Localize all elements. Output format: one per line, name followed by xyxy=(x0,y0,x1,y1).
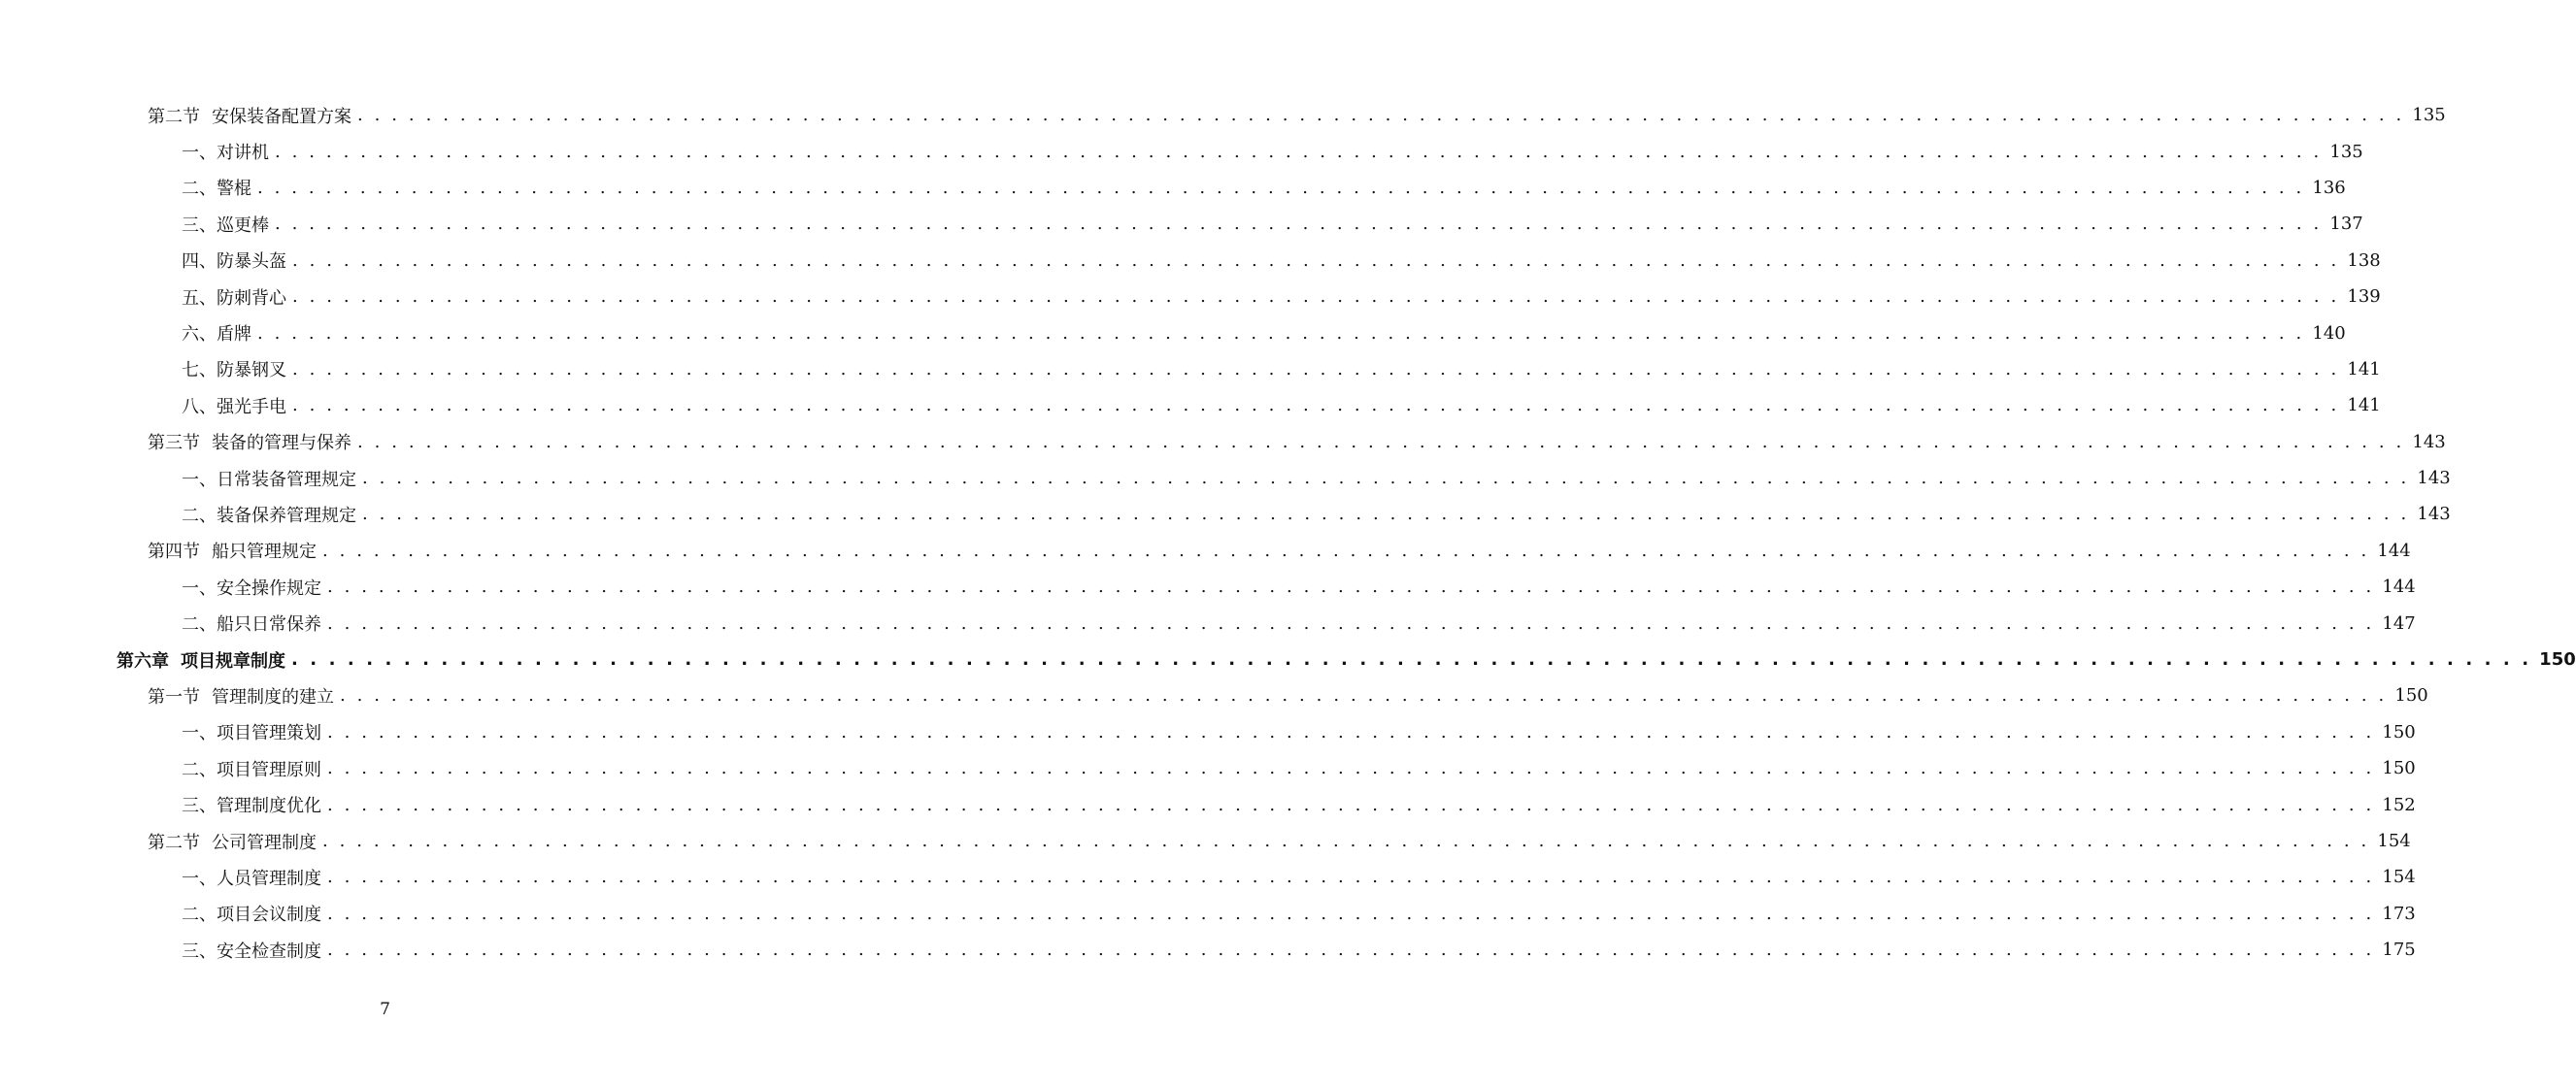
dot-leader: . . . . . . . . . . . . . . . . . . . . . . . . . . . . . . . . . . . . . . . . . . . . . . . . . . . . . . . . . . . . . . . . . . . . . . . . . . . . . . . . . . . . . . . . . . . . . . . . . . . . . . . . . . . . . . . . . . . . . . . . xyxy=(292,395,2340,416)
toc-entry xyxy=(0,896,2416,932)
toc-entry-text: 公司管理制度 xyxy=(212,832,317,853)
dot-leader: . . . . . . . . . . . . . . . . . . . . . . . . . . . . . . . . . . . . . . . . . . . . . . . . . . . . . . . . . . . . . . . . . . . . . . . . . . . . . . . . . . . . . . . . . . . . . . . . . . . . . . . . . . . . . . . . . . . . . . . . xyxy=(340,685,2388,707)
toc-entry-text: 安保装备配置方案 xyxy=(212,106,351,127)
dot-leader: . . . . . . . . . . . . . . . . . . . . . . . . . . . . . . . . . . . . . . . . . . . . . . . . . . . . . . . . . . . . . . . . . . . . . . . . . . . . . . . . . . . . . . . . . . . . . . . . . . . . . . . . . . . . . . . . . . . . . . . . xyxy=(275,141,2323,162)
toc-entry xyxy=(0,496,2451,532)
toc-entry-text: 三、巡更棒 xyxy=(182,214,269,236)
toc-entry xyxy=(0,859,2416,895)
toc-entry-text: 三、安全检查制度 xyxy=(182,940,321,962)
toc-entry xyxy=(0,206,2363,242)
toc-entry-page: 143 xyxy=(2417,468,2451,489)
toc-entry-page: 135 xyxy=(2412,105,2446,126)
toc-entry-text: 二、项目管理原则 xyxy=(182,759,321,780)
toc-entry-title xyxy=(182,466,356,491)
dot-leader: . . . . . . . . . . . . . . . . . . . . . . . . . . . . . . . . . . . . . . . . . . . . . . . . . . . . . . . . . . . . . . . . . . . . . . . . . . . . . . . . . . . . . . . . . . . . . . . . . . . . . . . . . . . . . . . . . . . . . . . . xyxy=(291,649,2532,671)
toc-entry-page: 143 xyxy=(2412,431,2446,452)
toc-entry-page: 150 xyxy=(2382,721,2416,742)
toc-entry-text: 管理制度的建立 xyxy=(212,686,334,708)
dot-leader: . . . . . . . . . . . . . . . . . . . . . . . . . . . . . . . . . . . . . . . . . . . . . . . . . . . . . . . . . . . . . . . . . . . . . . . . . . . . . . . . . . . . . . . . . . . . . . . . . . . . . . . . . . . . . . . . . . . . . . . . xyxy=(327,794,2375,815)
dot-leader: . . . . . . . . . . . . . . . . . . . . . . . . . . . . . . . . . . . . . . . . . . . . . . . . . . . . . . . . . . . . . . . . . . . . . . . . . . . . . . . . . . . . . . . . . . . . . . . . . . . . . . . . . . . . . . . . . . . . . . . . xyxy=(257,322,2305,344)
dot-leader: . . . . . . . . . . . . . . . . . . . . . . . . . . . . . . . . . . . . . . . . . . . . . . . . . . . . . . . . . . . . . . . . . . . . . . . . . . . . . . . . . . . . . . . . . . . . . . . . . . . . . . . . . . . . . . . . . . . . . . . . xyxy=(327,903,2375,924)
toc-entry-title xyxy=(182,756,321,781)
toc-entry-page: 141 xyxy=(2347,358,2381,380)
toc-entry-text: 六、盾牌 xyxy=(182,324,251,346)
toc-entry-title xyxy=(182,719,321,744)
toc-entry-title xyxy=(148,103,351,128)
toc-entry-text: 一、项目管理策划 xyxy=(182,723,321,744)
toc-entry xyxy=(0,786,2416,822)
toc-entry-page: 141 xyxy=(2347,395,2381,416)
page-number: 7 xyxy=(380,1000,390,1019)
toc-entry-title xyxy=(182,284,286,310)
toc-entry-page: 150 xyxy=(2539,649,2576,671)
toc-entry-page: 140 xyxy=(2312,322,2346,344)
toc-entry-page: 135 xyxy=(2329,141,2363,162)
toc-entry xyxy=(0,460,2451,496)
toc-entry xyxy=(0,533,2411,569)
toc-entry-text: 一、安全操作规定 xyxy=(182,578,321,599)
toc-entry-label: 第三节 xyxy=(148,433,200,454)
toc-entry xyxy=(0,351,2381,387)
toc-entry xyxy=(0,424,2446,460)
dot-leader: . . . . . . . . . . . . . . . . . . . . . . . . . . . . . . . . . . . . . . . . . . . . . . . . . . . . . . . . . . . . . . . . . . . . . . . . . . . . . . . . . . . . . . . . . . . . . . . . . . . . . . . . . . . . . . . . . . . . . . . . xyxy=(275,214,2323,235)
toc-entry-page: 144 xyxy=(2382,577,2416,598)
toc-entry-title xyxy=(182,865,321,890)
toc-entry xyxy=(0,750,2416,786)
toc-entry-label: 第二节 xyxy=(148,106,200,127)
dot-leader: . . . . . . . . . . . . . . . . . . . . . . . . . . . . . . . . . . . . . . . . . . . . . . . . . . . . . . . . . . . . . . . . . . . . . . . . . . . . . . . . . . . . . . . . . . . . . . . . . . . . . . . . . . . . . . . . . . . . . . . . xyxy=(292,286,2340,308)
toc-entry xyxy=(0,642,2576,677)
toc-entry xyxy=(0,714,2416,750)
toc-entry-page: 147 xyxy=(2382,612,2416,634)
dot-leader: . . . . . . . . . . . . . . . . . . . . . . . . . . . . . . . . . . . . . . . . . . . . . . . . . . . . . . . . . . . . . . . . . . . . . . . . . . . . . . . . . . . . . . . . . . . . . . . . . . . . . . . . . . . . . . . . . . . . . . . . xyxy=(292,249,2340,271)
toc-entry-text: 二、船只日常保养 xyxy=(182,614,321,636)
toc-entry-page: 152 xyxy=(2382,794,2416,815)
toc-entry-label: 第六章 xyxy=(117,650,169,672)
toc-entry-title xyxy=(182,502,356,527)
dot-leader: . . . . . . . . . . . . . . . . . . . . . . . . . . . . . . . . . . . . . . . . . . . . . . . . . . . . . . . . . . . . . . . . . . . . . . . . . . . . . . . . . . . . . . . . . . . . . . . . . . . . . . . . . . . . . . . . . . . . . . . . xyxy=(327,721,2375,742)
toc-entry xyxy=(0,932,2416,968)
toc-entry-page: 154 xyxy=(2377,831,2411,851)
dot-leader: . . . . . . . . . . . . . . . . . . . . . . . . . . . . . . . . . . . . . . . . . . . . . . . . . . . . . . . . . . . . . . . . . . . . . . . . . . . . . . . . . . . . . . . . . . . . . . . . . . . . . . . . . . . . . . . . . . . . . . . . xyxy=(362,468,2410,489)
dot-leader: . . . . . . . . . . . . . . . . . . . . . . . . . . . . . . . . . . . . . . . . . . . . . . . . . . . . . . . . . . . . . . . . . . . . . . . . . . . . . . . . . . . . . . . . . . . . . . . . . . . . . . . . . . . . . . . . . . . . . . . . xyxy=(357,105,2405,126)
dot-leader: . . . . . . . . . . . . . . . . . . . . . . . . . . . . . . . . . . . . . . . . . . . . . . . . . . . . . . . . . . . . . . . . . . . . . . . . . . . . . . . . . . . . . . . . . . . . . . . . . . . . . . . . . . . . . . . . . . . . . . . . xyxy=(257,177,2305,198)
toc-entry-text: 三、管理制度优化 xyxy=(182,796,321,817)
toc-entry-title xyxy=(148,683,334,709)
toc-entry-page: 144 xyxy=(2377,540,2411,561)
toc-entry-text: 四、防暴头盔 xyxy=(182,251,286,273)
dot-leader: . . . . . . . . . . . . . . . . . . . . . . . . . . . . . . . . . . . . . . . . . . . . . . . . . . . . . . . . . . . . . . . . . . . . . . . . . . . . . . . . . . . . . . . . . . . . . . . . . . . . . . . . . . . . . . . . . . . . . . . . xyxy=(322,540,2370,561)
toc-entry-title xyxy=(182,393,286,418)
toc-entry-title xyxy=(182,938,321,963)
toc-entry-text: 船只管理规定 xyxy=(212,542,317,563)
dot-leader: . . . . . . . . . . . . . . . . . . . . . . . . . . . . . . . . . . . . . . . . . . . . . . . . . . . . . . . . . . . . . . . . . . . . . . . . . . . . . . . . . . . . . . . . . . . . . . . . . . . . . . . . . . . . . . . . . . . . . . . . xyxy=(327,577,2375,598)
toc-entry xyxy=(0,243,2381,279)
toc-entry-text: 项目规章制度 xyxy=(181,650,285,672)
toc-entry-title xyxy=(182,901,321,926)
toc-entry-title xyxy=(182,610,321,636)
toc-entry-text: 一、对讲机 xyxy=(182,143,269,164)
toc-entry xyxy=(0,170,2346,206)
toc-entry-page: 137 xyxy=(2329,214,2363,235)
toc-entry-text: 二、项目会议制度 xyxy=(182,905,321,926)
dot-leader: . . . . . . . . . . . . . . . . . . . . . . . . . . . . . . . . . . . . . . . . . . . . . . . . . . . . . . . . . . . . . . . . . . . . . . . . . . . . . . . . . . . . . . . . . . . . . . . . . . . . . . . . . . . . . . . . . . . . . . . . xyxy=(292,358,2340,380)
toc-entry-title xyxy=(182,248,286,273)
toc-entry-title xyxy=(182,175,251,200)
toc-entry-text: 装备的管理与保养 xyxy=(212,433,351,454)
toc-entry-title xyxy=(182,356,286,381)
toc-entry xyxy=(0,133,2363,169)
toc-entry-text: 八、强光手电 xyxy=(182,396,286,417)
toc-entry xyxy=(0,97,2446,133)
toc-entry-page: 154 xyxy=(2382,867,2416,888)
toc-entry-label: 第一节 xyxy=(148,686,200,708)
toc-entry-title xyxy=(117,647,285,673)
toc-entry-label: 第二节 xyxy=(148,832,200,853)
toc-entry-title xyxy=(148,829,317,854)
toc-entry-title xyxy=(148,538,317,563)
toc-entry-page: 136 xyxy=(2312,177,2346,198)
toc-entry-title xyxy=(182,139,269,164)
toc-entry xyxy=(0,823,2411,859)
toc-entry-text: 二、装备保养管理规定 xyxy=(182,505,356,526)
toc-entry-title xyxy=(182,320,251,346)
dot-leader: . . . . . . . . . . . . . . . . . . . . . . . . . . . . . . . . . . . . . . . . . . . . . . . . . . . . . . . . . . . . . . . . . . . . . . . . . . . . . . . . . . . . . . . . . . . . . . . . . . . . . . . . . . . . . . . . . . . . . . . . xyxy=(327,758,2375,779)
toc-entry xyxy=(0,569,2416,605)
dot-leader: . . . . . . . . . . . . . . . . . . . . . . . . . . . . . . . . . . . . . . . . . . . . . . . . . . . . . . . . . . . . . . . . . . . . . . . . . . . . . . . . . . . . . . . . . . . . . . . . . . . . . . . . . . . . . . . . . . . . . . . . xyxy=(322,831,2370,851)
toc-entry-text: 一、人员管理制度 xyxy=(182,868,321,889)
toc-entry-label: 第四节 xyxy=(148,542,200,563)
dot-leader: . . . . . . . . . . . . . . . . . . . . . . . . . . . . . . . . . . . . . . . . . . . . . . . . . . . . . . . . . . . . . . . . . . . . . . . . . . . . . . . . . . . . . . . . . . . . . . . . . . . . . . . . . . . . . . . . . . . . . . . . xyxy=(357,431,2405,452)
toc-entry xyxy=(0,387,2381,423)
toc-entry-page: 143 xyxy=(2417,504,2451,525)
toc-entry-text: 五、防刺背心 xyxy=(182,287,286,309)
toc-entry-title xyxy=(182,792,321,817)
dot-leader: . . . . . . . . . . . . . . . . . . . . . . . . . . . . . . . . . . . . . . . . . . . . . . . . . . . . . . . . . . . . . . . . . . . . . . . . . . . . . . . . . . . . . . . . . . . . . . . . . . . . . . . . . . . . . . . . . . . . . . . . xyxy=(327,867,2375,888)
toc-entry-page: 139 xyxy=(2347,286,2381,308)
dot-leader: . . . . . . . . . . . . . . . . . . . . . . . . . . . . . . . . . . . . . . . . . . . . . . . . . . . . . . . . . . . . . . . . . . . . . . . . . . . . . . . . . . . . . . . . . . . . . . . . . . . . . . . . . . . . . . . . . . . . . . . . xyxy=(327,612,2375,634)
toc-entry-page: 173 xyxy=(2382,903,2416,924)
toc-entry-text: 二、警棍 xyxy=(182,179,251,200)
toc-entry-page: 150 xyxy=(2394,685,2428,707)
toc-entry-page: 150 xyxy=(2382,758,2416,779)
toc-entry-text: 七、防暴钢叉 xyxy=(182,360,286,381)
toc-entry xyxy=(0,677,2428,713)
dot-leader: . . . . . . . . . . . . . . . . . . . . . . . . . . . . . . . . . . . . . . . . . . . . . . . . . . . . . . . . . . . . . . . . . . . . . . . . . . . . . . . . . . . . . . . . . . . . . . . . . . . . . . . . . . . . . . . . . . . . . . . . xyxy=(327,940,2375,961)
toc-entry xyxy=(0,314,2346,350)
toc-entry xyxy=(0,605,2416,641)
toc-entry xyxy=(0,279,2381,314)
toc-entry-text: 一、日常装备管理规定 xyxy=(182,469,356,490)
toc-entry-page: 138 xyxy=(2347,249,2381,271)
table-of-contents xyxy=(0,97,2576,968)
toc-entry-page: 175 xyxy=(2382,940,2416,961)
toc-entry-title xyxy=(182,212,269,237)
toc-entry-title xyxy=(148,429,351,454)
dot-leader: . . . . . . . . . . . . . . . . . . . . . . . . . . . . . . . . . . . . . . . . . . . . . . . . . . . . . . . . . . . . . . . . . . . . . . . . . . . . . . . . . . . . . . . . . . . . . . . . . . . . . . . . . . . . . . . . . . . . . . . . xyxy=(362,504,2410,525)
toc-entry-title xyxy=(182,575,321,600)
